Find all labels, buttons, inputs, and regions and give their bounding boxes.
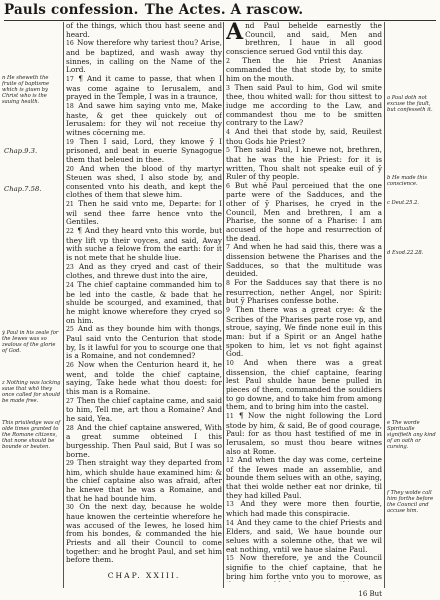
verse (66, 397, 222, 424)
verse-text: Now therefore, ye and the Council signifie to the chief captaine, that he bring him forthe vnto you to morowe, as (226, 553, 382, 581)
verse (66, 39, 222, 75)
verse-text: Then the hie Priest Ananias commanded the that stode by, to smite him on the mouth. (226, 55, 382, 83)
verse-number: 16 (66, 40, 76, 48)
verse (66, 503, 222, 565)
verse (226, 84, 382, 128)
verse (66, 102, 222, 138)
verse (66, 281, 222, 325)
verse-text: Then straight way they departed from him, which shulde haue examined him: & the chief captaine also was afraid, after he knewe that he was a Romaine, and that he had bounde him. (66, 458, 222, 503)
verse-number: 28 (66, 424, 77, 432)
margin-note-left: This priuiledge was of olde times granted to the Romane citizens, that none should be bounde or beaten. (2, 420, 61, 451)
verse-text: nd Paul behelde earnestly the Council, and said, Men and brethren, I haue in all good conscience serued God vntil this day. (226, 22, 382, 56)
running-header (4, 2, 436, 21)
margin-note-right: a Paul doth not excuse the fault, but confesseth it. (387, 95, 433, 114)
margin-note-left: ẏ Paul in his zeale for the Iewes was so zealous of the glorie of God. (2, 330, 59, 355)
verse-text: Now when the Centurion heard it, he went, and tolde the chief captaine, saying, Take hede what thou doest: for this man is a Romaine. (66, 359, 222, 396)
verse-text: Now therefore why tariest thou? Arise, and be baptized, and wash away thy sinnes, in calling on the Name of the Lord. (66, 38, 222, 75)
chapter-reference: Chap.9.3. (4, 147, 38, 155)
verse-number: 2 (226, 57, 242, 65)
verse-text: And sawe him saying vnto me, Make haste, & get thee quickely out of Ierusalem: for they wil not receiue thy witnes cōcerning me. (66, 100, 222, 137)
verse (66, 165, 222, 201)
verse-number: 4 (226, 128, 234, 136)
verse-text: The chief captaine commanded him to be led into the castle, & bade that he shulde be scourged, and examined, that he might knowe wherefore they cryed so on him. (66, 280, 222, 325)
verse-number: 22 (66, 228, 77, 236)
chapter-reference: Chap.7.58. (4, 185, 42, 193)
margin-note-right: e The worde Spiritualle signifieth any kind of an oath or cursing. (387, 420, 436, 451)
catchword: 16 But (358, 590, 382, 598)
margin-note-left: n He sheweth the fruite of baptisme which is giuen by Christ who is the sauing health. (2, 75, 50, 106)
verse-number: 27 (66, 397, 76, 405)
margin-note-left: z Nothing was lacking saue that whō they once called for should be made free. (2, 380, 61, 405)
verse-number: 25 (66, 326, 77, 334)
verse-text: Then I said, Lord, they knowe ỹ I prisoned, and beat in euerie Synagogue them that beleued in thee. (66, 136, 222, 164)
verse (226, 182, 382, 244)
verse-text: Then said Paul to him, God wil smite thee, thou whited wall: for thou sittest to iudge me according to the Law, and commandest thou me to be smitten contrary to the Law? (226, 82, 382, 128)
verse-number: 15 (226, 555, 239, 563)
verse-text: Then he said vnto me, Departe: for I wil send thee farre hence vnto the Gentiles. (66, 199, 222, 227)
verse-number: 3 (226, 84, 234, 92)
verse-text: ¶ And it came to passe, that when I was come againe to Ierusalem, and prayed in the Temple, I was in a traunce, (66, 73, 222, 102)
verse-text: And when there was a great dissension, the chief captaine, fearing lest Paul shulde haue bene pulled in pieces of them, commanded the souldiers to go downe, and to take him from among them, and to bring him into the castel. (226, 357, 382, 412)
verse-text: And they were more then fourtie, which had made this conspiracie. (226, 499, 382, 519)
left-text-column (66, 22, 222, 582)
verse (66, 138, 222, 165)
verse-text: And when the day was come, certeine of the Iewes made an assemblie, and bounde them selues with an othe, saying, that thei wolde nether eat nor drinke, til they had killed Paul. (226, 455, 382, 500)
verse-number: 6 (226, 182, 234, 190)
verse (226, 359, 382, 412)
verse (66, 227, 222, 263)
verse-text: On the next day, because he wolde haue knowen the certeintie wherefore he was accused of the Iewes, he losed him from his bondes, & commanded the hie Priests and all their Council to come together: and he broght Paul, and set him before them. (66, 502, 222, 565)
verse (66, 75, 222, 102)
verse-text: And thei that stode by, said, Reuilest thou Gods hie Priest? (226, 126, 382, 146)
margin-rule-right (384, 22, 385, 588)
column-rule (223, 22, 224, 588)
verse-text: And as they bounde him with thongs, Paul said vnto the Centurion that stode by, Is it lawful for you to scourge one that is a Romaine, and not condemned? (66, 324, 222, 361)
verse (66, 200, 222, 227)
verse-number: 13 (226, 501, 240, 509)
verse-number: 7 (226, 244, 233, 252)
verse (226, 456, 382, 500)
verse-text: But whē Paul perceiued that the one parte were of the Sadduces, and the other of ỹ Pharises, he cryed in the Council, Men and brethren, I am a Pharise, the sonne of a Pharise: I am accused of the hope and resurrection of the dead. (226, 180, 382, 243)
margin-rule-left (63, 22, 64, 588)
verse-number: 21 (66, 201, 78, 209)
verse (226, 412, 382, 456)
verse-text: Then there was a great crye: & the Scribes of the Pharises parte rose vp, and stroue, saying, We finde none euil in this man: but if a Spirit or an Angel hathe spoken to him, let vs not fight against God. (226, 305, 382, 359)
verse (226, 554, 382, 582)
verse (66, 361, 222, 397)
verse-number: 30 (66, 504, 79, 512)
verse-text: For the Sadduces say that there is no resurrection, nether Angel, nor Spirit: but ỹ Pharises confesse bothe. (226, 278, 382, 306)
header-center: The Actes. A rascow. (144, 2, 304, 18)
verse (226, 57, 382, 84)
verse-number: 8 (226, 280, 234, 288)
verse (66, 22, 222, 39)
margin-note-right: d Exod.22.28. (387, 250, 424, 256)
verse-number: 10 (226, 359, 243, 367)
verse (226, 279, 382, 306)
verse (66, 263, 222, 281)
verse-number: 11 (226, 412, 238, 420)
margin-note-right: f They wolde call him forthe before the Council and accuse him. (387, 490, 434, 515)
margin-note-right: b He made this conscience. (387, 175, 428, 188)
verse-number: 20 (66, 165, 79, 173)
verse-number: 26 (66, 361, 77, 369)
verse-text: And they came to the chief Priests and Elders, and said, We haue bounde our selues with a solemne othe, that we wil eat nothing, vntil we haue slaine Paul. (226, 517, 382, 554)
verse-text: Then the chief captaine came, and said to him, Tell me, art thou a Romaine? And he said, Yea. (66, 395, 222, 423)
drop-cap: A (226, 22, 244, 45)
verse (226, 306, 382, 359)
verse-number: 19 (66, 138, 79, 146)
verse-number: 23 (66, 263, 78, 271)
verse-number: 24 (66, 282, 77, 290)
verse-number: 17 (66, 75, 78, 83)
header-left: Pauls confession. (4, 2, 139, 18)
right-text-column (226, 22, 382, 582)
verse-text: of the things, which thou hast seene and heard. (66, 22, 222, 39)
verse (66, 424, 222, 460)
verse-text: ¶ Now the night following the Lord stode by him, & said, Be of good courage, Paul: for as thou hast testified of me in Ierusalem, so must thou beare witnes also at Rome. (226, 410, 382, 456)
verse (66, 459, 222, 503)
verse-text: And the chief captaine answered, With a great summe obteined I this burgesship. Then Paul said, But I was so borne. (66, 422, 222, 459)
verse (226, 146, 382, 182)
verse (226, 519, 382, 555)
verse (226, 500, 382, 518)
verse-number: 14 (226, 519, 237, 527)
verse (226, 243, 382, 279)
chapter-heading: CHAP. XXIII. (107, 571, 181, 581)
verse-number: 9 (226, 307, 235, 314)
verse-text: And as they cryed and cast of their clothes, and threwe dust into the aire, (66, 261, 222, 281)
verse-number: 5 (226, 147, 233, 155)
verse-text: Then said Paul, I knewe not, brethren, that he was the hie Priest: for it is written, Thou shalt not speake euil of ỹ Ruler of thy people. (226, 145, 382, 182)
verse-number: 29 (66, 460, 77, 468)
verse-text: And when the blood of thy martyr Steuen was shed, I also stode by, and consented vnto his death, and kept the clothes of them that slewe him. (66, 163, 222, 200)
verse (66, 325, 222, 361)
verse (226, 22, 382, 57)
verse-text: And when he had said this, there was a dissension betwene the Pharises and the Sadduces, so that the multitude was deuided. (226, 242, 382, 279)
verse (226, 128, 382, 146)
verse-number: 12 (226, 457, 237, 465)
verse-number: 18 (66, 102, 78, 110)
verse-text: ¶ And they heard vnto this worde, but they lift vp their voyces, and said, Away with suche a felowe from the earth: for it is not mete that he shulde liue. (66, 226, 222, 263)
margin-note-right: c Deut.25.2. (387, 200, 420, 206)
